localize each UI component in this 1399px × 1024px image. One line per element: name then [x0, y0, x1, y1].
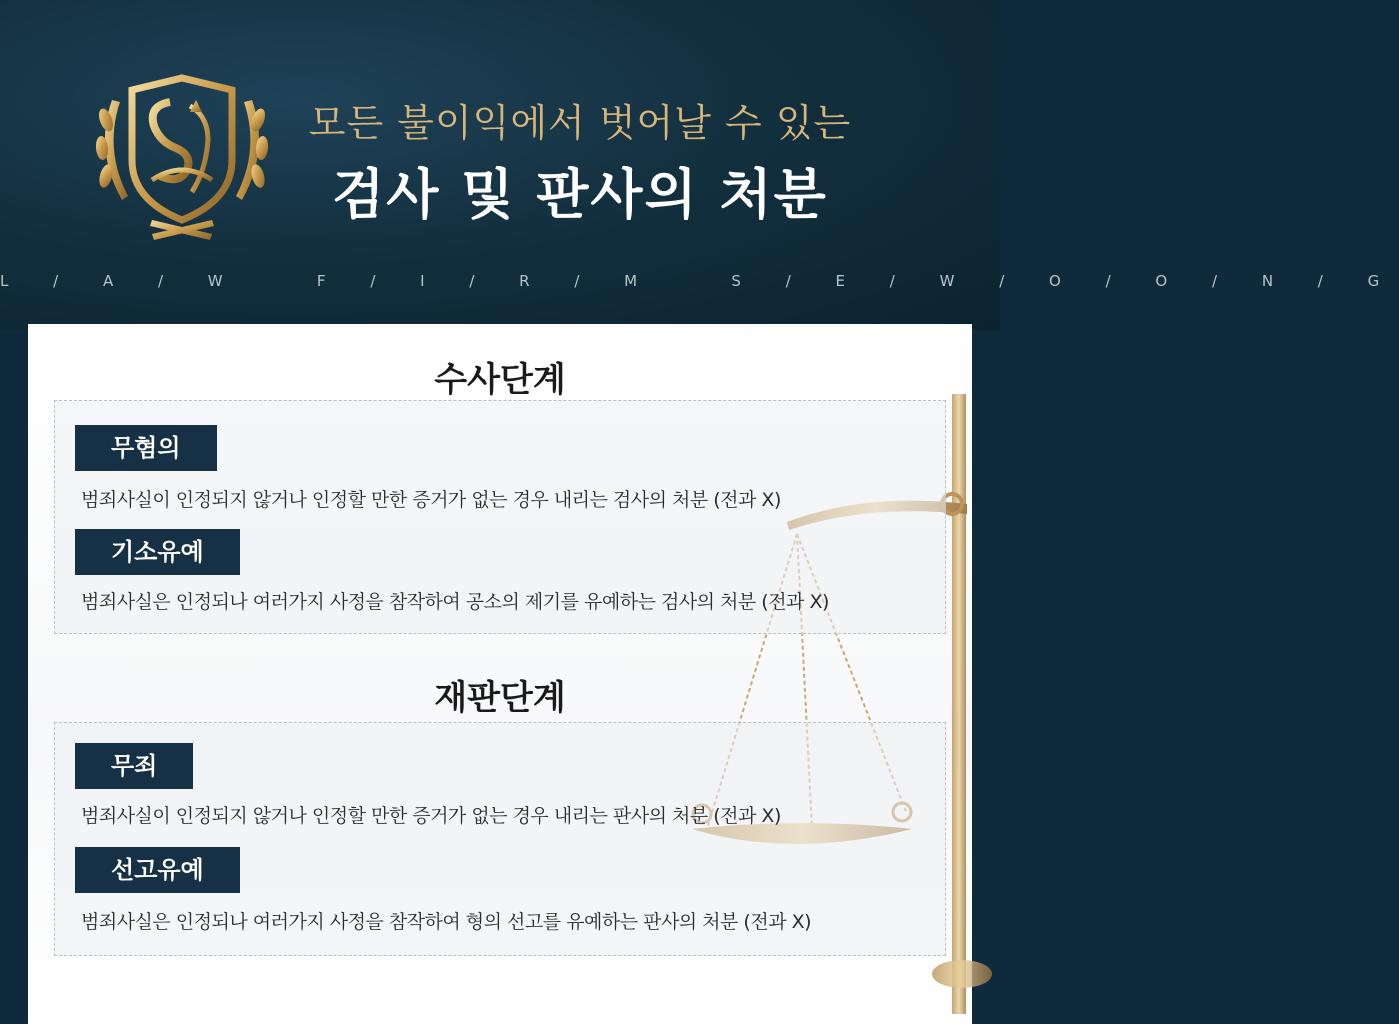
- header-subtitle: 모든 불이익에서 벗어날 수 있는: [308, 101, 852, 145]
- desc-suspended-sentence: 범죄사실은 인정되나 여러가지 사정을 참작하여 형의 선고를 유예하는 판사의 처분 (전과 X): [81, 911, 812, 933]
- desc-not-guilty: 범죄사실이 인정되지 않거나 인정할 만한 증거가 없는 경우 내리는 판사의 처분 (전과 X): [81, 805, 781, 827]
- content-panel: [28, 324, 972, 1024]
- desc-suspended-indictment: 범죄사실은 인정되나 여러가지 사정을 참작하여 공소의 제기를 유예하는 검사의 처분 (전과 X): [81, 591, 829, 613]
- investigation-box: [54, 400, 946, 634]
- section-title-trial: 재판단계: [434, 678, 566, 718]
- trial-box: [54, 722, 946, 956]
- header-banner: [0, 0, 1399, 330]
- header-title: 검사 및 판사의 처분: [332, 163, 828, 226]
- label-suspended-indictment: 기소유예: [75, 529, 240, 575]
- firm-tagline: L / A / W F / I / R / M S / E / W / O / O / N / G: [0, 272, 1399, 290]
- label-not-guilty: 무죄: [75, 743, 193, 789]
- section-title-investigation: 수사단계: [434, 360, 566, 400]
- label-suspended-sentence: 선고유예: [75, 847, 240, 893]
- desc-no-charge: 범죄사실이 인정되지 않거나 인정할 만한 증거가 없는 경우 내리는 검사의 처분 (전과 X): [81, 489, 781, 511]
- label-no-charge: 무혐의: [75, 425, 217, 471]
- law-firm-logo: [92, 60, 272, 250]
